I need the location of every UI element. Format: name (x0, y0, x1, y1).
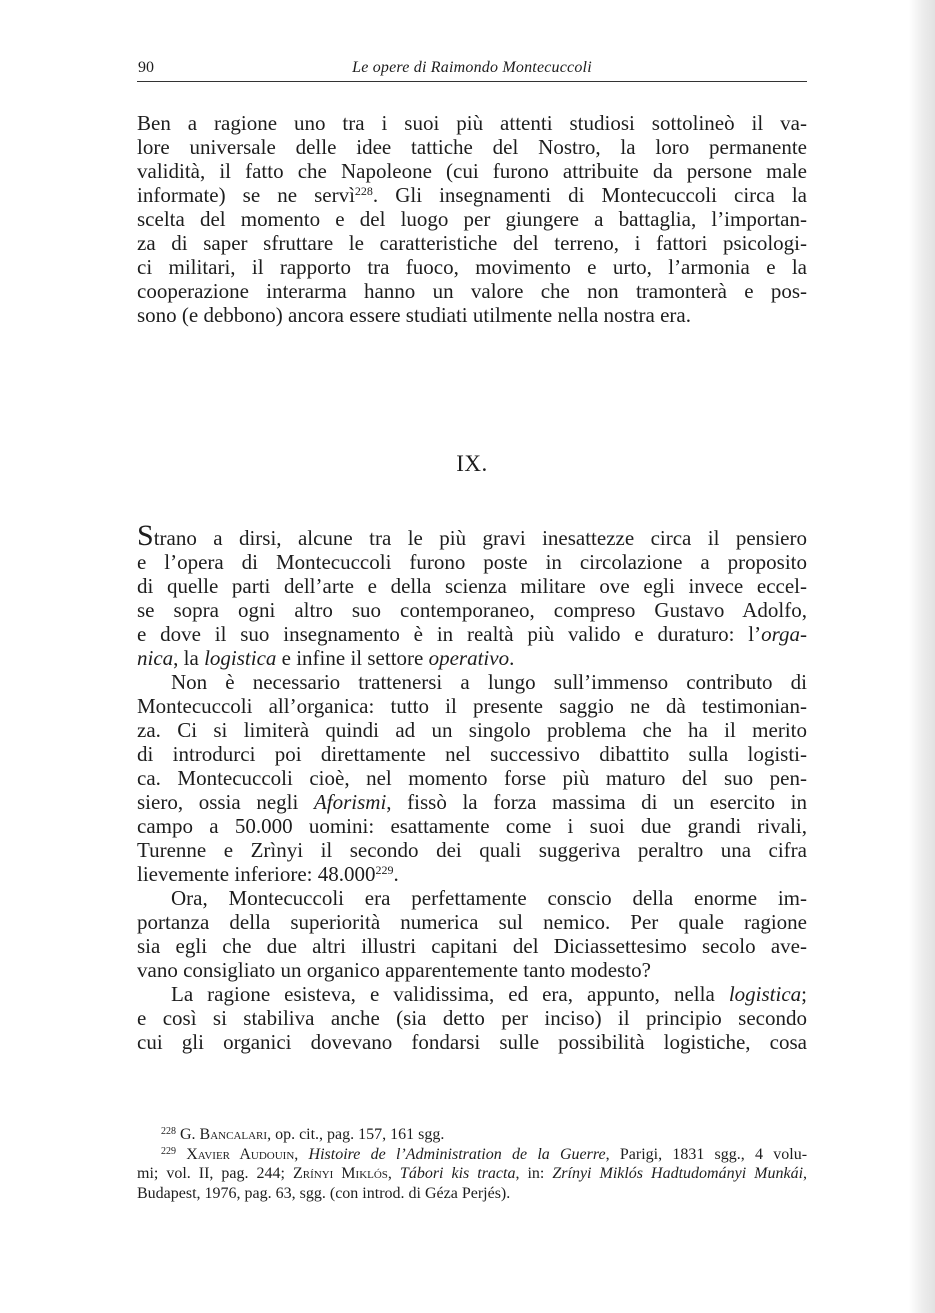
running-title: Le opere di Raimondo Montecuccoli (352, 59, 592, 76)
text-line: campo a 50.000 uomini: esattamente come i suoi due grandi rivali, (137, 814, 807, 838)
text-run: e infine il settore (276, 646, 429, 670)
text-line: cooperazione interarma hanno un valore che non tramonterà e pos- (137, 279, 807, 303)
page-edge-shadow (909, 0, 935, 1313)
italic-term: Aforismi (313, 790, 387, 814)
text-line: lore universale delle idee tattiche del Nostro, la loro permanente (137, 135, 807, 159)
text-line: sia egli che due altri illustri capitani del Diciassettesimo secolo ave- (137, 934, 807, 958)
text-run: , fissò la forza massima di un esercito in (386, 790, 807, 814)
text-line: portanza della superiorità numerica sul nemico. Per quale ragione (137, 910, 807, 934)
footnote-title: Zrínyi Miklós Hadtudományi Munkái (552, 1165, 804, 1182)
text-line (137, 790, 807, 814)
text-run: informate) se ne servì (137, 183, 355, 207)
chapter-heading: IX. (456, 451, 488, 476)
text-line (137, 646, 807, 670)
text-run: , la (173, 646, 205, 670)
text-run: mi; vol. II, pag. 244; (137, 1165, 293, 1182)
text-line: di introdurci poi direttamente nel successivo dibattito sulla logisti- (137, 742, 807, 766)
text-line: di quelle parti dell’arte e della scienza militare ove egli invece eccel- (137, 574, 807, 598)
text-run: siero, ossia negli (137, 790, 314, 814)
text-run: La ragione esisteva, e validissima, ed era, appunto, nella (171, 982, 729, 1006)
running-head (137, 57, 807, 82)
footnote-228 (137, 1125, 807, 1145)
text-run: ; (801, 982, 807, 1006)
text-line (137, 622, 807, 646)
text-run: , in: (515, 1165, 553, 1182)
text-run: . Gli insegnamenti di Montecuccoli circa la (372, 183, 807, 207)
text-run: , (803, 1165, 808, 1182)
text-line (137, 982, 807, 1006)
text-line: Ben a ragione uno tra i suoi più attenti studiosi sottolineò il va- (137, 111, 807, 135)
italic-term: nica (137, 646, 174, 670)
drop-cap: S (137, 519, 154, 552)
text-run: . (509, 646, 515, 670)
footnote-author: Zrínyi Miklós (292, 1165, 388, 1182)
text-line: scelta del momento e del luogo per giungere a battaglia, l’importan- (137, 207, 807, 231)
footnote-author: Xavier Audouin (186, 1145, 295, 1163)
footnote-number: 229 (161, 1145, 176, 1157)
text-line (137, 183, 807, 207)
page-number: 90 (138, 59, 154, 76)
footnote-author: G. Bancalari (180, 1126, 268, 1143)
text-run: lievemente inferiore: 48.000 (137, 862, 376, 886)
italic-term: logistica (204, 646, 277, 670)
footnote-229-line (137, 1164, 807, 1184)
text-line: za. Ci si limiterà quindi ad un singolo problema che ha il merito (137, 718, 807, 742)
text-line: ci militari, il rapporto tra fuoco, movimento e urto, l’armonia e la (137, 255, 807, 279)
section-ix-text (137, 519, 807, 1054)
text-line: vano consigliato un organico apparentemente tanto modesto? (137, 958, 651, 982)
text-run: trano a dirsi, alcune tra le più gravi inesattezze circa il pensiero (153, 526, 807, 550)
text-line: za di saper sfruttare le caratteristiche del terreno, i fattori psicologi- (137, 231, 807, 255)
text-line: e l’opera di Montecuccoli furono poste in circolazione a proposito (137, 550, 807, 574)
text-line: Montecuccoli all’organica: tutto il presente saggio ne dà testimonian- (137, 694, 807, 718)
text-line (137, 670, 807, 694)
text-run: , (387, 1165, 400, 1182)
footnote-title: Histoire de l’Administration de la Guerre (308, 1145, 606, 1163)
text-line: cui gli organici dovevano fondarsi sulle possibilità logistiche, cosa (137, 1030, 807, 1054)
text-line (137, 519, 807, 552)
text-line (137, 886, 807, 910)
footnote-ref-228[interactable]: 228 (354, 184, 373, 198)
text-run: , op. cit., pag. 157, 161 sgg. (267, 1126, 445, 1143)
footnote-229-line: Budapest, 1976, pag. 63, sgg. (con introd. di Géza Perjés). (137, 1184, 511, 1202)
text-line: validità, il fatto che Napoleone (cui furono attribuite da persone male (137, 159, 807, 183)
footnote-ref-229[interactable]: 229 (375, 863, 394, 877)
text-line: sono (e debbono) ancora essere studiati utilmente nella nostra era. (137, 303, 691, 327)
italic-term: logistica (728, 982, 802, 1006)
paragraph-tactics (137, 111, 807, 327)
text-run: , Parigi, 1831 sgg., 4 volu- (605, 1145, 808, 1163)
footnotes (137, 1125, 807, 1203)
italic-term: operativo (428, 646, 510, 670)
text-run: . (393, 862, 399, 886)
text-run: e dove il suo insegnamento è in realtà più valido e duraturo: l’ (137, 622, 762, 646)
footnote-title: Tábori kis tracta (399, 1165, 516, 1182)
text-line: e così si stabiliva anche (sia detto per inciso) il principio secondo (137, 1006, 807, 1030)
text-line: Turenne e Zrìnyi il secondo dei quali suggeriva peraltro una cifra (137, 838, 807, 862)
footnote-229 (137, 1145, 807, 1165)
footnote-number: 228 (161, 1126, 176, 1137)
text-line: se sopra ogni altro suo contemporaneo, compreso Gustavo Adolfo, (137, 598, 807, 622)
text-line: ca. Montecuccoli cioè, nel momento forse più maturo del suo pen- (137, 766, 807, 790)
text-line (137, 862, 807, 886)
text-run: , (294, 1145, 309, 1163)
italic-term: orga- (761, 622, 807, 646)
text-run: Ora, Montecuccoli era perfettamente conscio della enorme im- (171, 886, 807, 910)
text-run: Non è necessario trattenersi a lungo sull’immenso contributo di (171, 670, 807, 694)
